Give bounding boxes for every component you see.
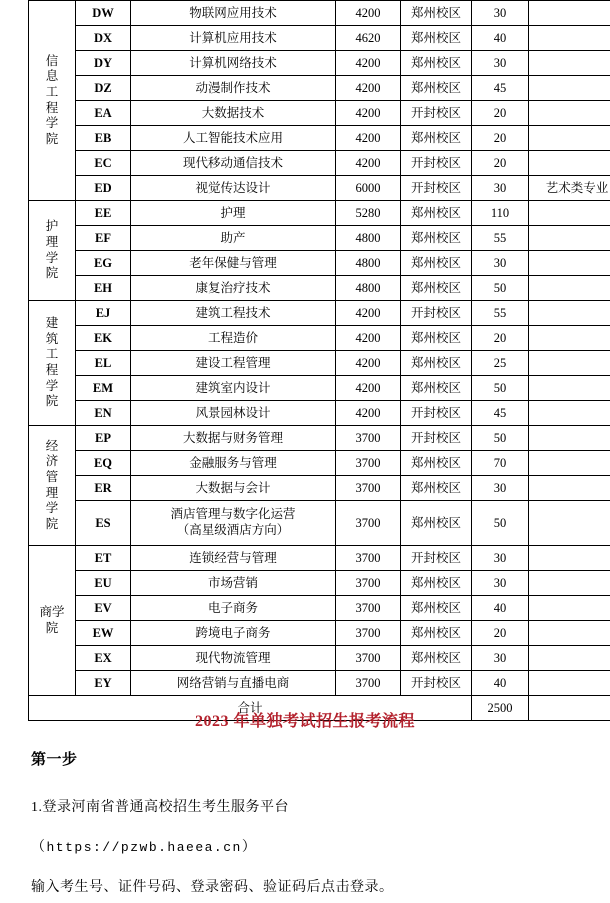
campus: 郑州校区	[401, 476, 472, 501]
note	[529, 401, 610, 426]
note	[529, 201, 610, 226]
campus: 郑州校区	[401, 351, 472, 376]
major-name: 动漫制作技术	[131, 76, 336, 101]
campus: 郑州校区	[401, 76, 472, 101]
college-cell-business	[29, 546, 76, 696]
major-code: EC	[76, 151, 131, 176]
campus: 郑州校区	[401, 276, 472, 301]
note	[529, 426, 610, 451]
plan-count: 70	[472, 451, 529, 476]
major-name: 建筑室内设计	[131, 376, 336, 401]
table-row	[29, 621, 610, 646]
major-code: EN	[76, 401, 131, 426]
table-row	[29, 176, 610, 201]
plan-count: 50	[472, 376, 529, 401]
tuition: 3700	[336, 451, 401, 476]
campus: 郑州校区	[401, 646, 472, 671]
plan-count: 30	[472, 476, 529, 501]
plan-count: 20	[472, 151, 529, 176]
campus: 郑州校区	[401, 501, 472, 546]
tuition: 4200	[336, 351, 401, 376]
major-name: 人工智能技术应用	[131, 126, 336, 151]
college-cell-nursing	[29, 201, 76, 301]
major-code: DZ	[76, 76, 131, 101]
table-row	[29, 451, 610, 476]
tuition: 6000	[336, 176, 401, 201]
plan-count: 30	[472, 646, 529, 671]
note	[529, 546, 610, 571]
campus: 郑州校区	[401, 201, 472, 226]
note	[529, 101, 610, 126]
table-row	[29, 251, 610, 276]
tuition: 3700	[336, 646, 401, 671]
tuition: 4800	[336, 276, 401, 301]
table-row	[29, 326, 610, 351]
table-row	[29, 201, 610, 226]
plan-count: 30	[472, 251, 529, 276]
tuition: 4200	[336, 1, 401, 26]
note	[529, 76, 610, 101]
major-code: EP	[76, 426, 131, 451]
college-name-line: 工程	[45, 347, 59, 377]
note	[529, 276, 610, 301]
campus: 开封校区	[401, 301, 472, 326]
college-name-line: 学院	[45, 116, 59, 146]
note	[529, 646, 610, 671]
tuition: 4200	[336, 126, 401, 151]
table-row	[29, 151, 610, 176]
college-name-line: 管理	[45, 469, 59, 500]
table-body	[29, 1, 610, 721]
tuition: 3700	[336, 546, 401, 571]
table-row	[29, 476, 610, 501]
major-name: 康复治疗技术	[131, 276, 336, 301]
major-name: 建筑工程技术	[131, 301, 336, 326]
campus: 郑州校区	[401, 251, 472, 276]
note	[529, 126, 610, 151]
note	[529, 596, 610, 621]
total-label: 合计	[29, 696, 472, 721]
major-name: 连锁经营与管理	[131, 546, 336, 571]
plan-count: 40	[472, 596, 529, 621]
note	[529, 151, 610, 176]
tuition: 4800	[336, 226, 401, 251]
plan-count: 50	[472, 426, 529, 451]
major-code: EW	[76, 621, 131, 646]
major-code: DY	[76, 51, 131, 76]
college-name-line: 学院	[45, 250, 59, 281]
note	[529, 451, 610, 476]
note	[529, 376, 610, 401]
step-item-2: 输入考生号、证件号码、登录密码、验证码后点击登录。	[31, 880, 394, 895]
major-code: EY	[76, 671, 131, 696]
campus: 郑州校区	[401, 376, 472, 401]
note	[529, 621, 610, 646]
major-code: EF	[76, 226, 131, 251]
college-cell-information-engineering	[29, 1, 76, 201]
college-cell-economics-management	[29, 426, 76, 546]
table-row	[29, 401, 610, 426]
major-name: 工程造价	[131, 326, 336, 351]
major-code: EX	[76, 646, 131, 671]
major-name: 老年保健与管理	[131, 251, 336, 276]
total-plan-count: 2500	[472, 696, 529, 721]
campus: 郑州校区	[401, 621, 472, 646]
major-name: 计算机应用技术	[131, 26, 336, 51]
majors-plan-table	[28, 0, 610, 721]
table-row	[29, 226, 610, 251]
table-row	[29, 101, 610, 126]
college-name-line: 学院	[45, 378, 59, 409]
campus: 郑州校区	[401, 1, 472, 26]
table-row	[29, 126, 610, 151]
major-name: 电子商务	[131, 596, 336, 621]
tuition: 3700	[336, 596, 401, 621]
plan-count: 30	[472, 546, 529, 571]
plan-count: 20	[472, 126, 529, 151]
college-name-line: 建筑	[45, 316, 59, 346]
plan-count: 45	[472, 76, 529, 101]
plan-count: 50	[472, 501, 529, 546]
note	[529, 1, 610, 26]
tuition: 4200	[336, 326, 401, 351]
table-row	[29, 571, 610, 596]
plan-count: 40	[472, 26, 529, 51]
table-row	[29, 501, 610, 546]
campus: 开封校区	[401, 426, 472, 451]
tuition: 3700	[336, 426, 401, 451]
tuition: 4200	[336, 101, 401, 126]
plan-count: 55	[472, 301, 529, 326]
url-close-paren: ）	[241, 840, 258, 855]
major-name	[131, 501, 336, 546]
table-row	[29, 301, 610, 326]
note	[529, 476, 610, 501]
plan-count: 110	[472, 201, 529, 226]
college-name-line: 学院	[45, 501, 59, 531]
major-code: EL	[76, 351, 131, 376]
campus: 郑州校区	[401, 451, 472, 476]
major-name: 视觉传达设计	[131, 176, 336, 201]
table-row	[29, 671, 610, 696]
campus: 开封校区	[401, 176, 472, 201]
major-code: EM	[76, 376, 131, 401]
note	[529, 51, 610, 76]
major-name: 现代物流管理	[131, 646, 336, 671]
plan-count: 30	[472, 1, 529, 26]
plan-count: 30	[472, 571, 529, 596]
tuition: 4200	[336, 76, 401, 101]
note	[529, 571, 610, 596]
campus: 郑州校区	[401, 571, 472, 596]
major-code: DW	[76, 1, 131, 26]
major-name: 计算机网络技术	[131, 51, 336, 76]
plan-count: 25	[472, 351, 529, 376]
table-row	[29, 1, 610, 26]
tuition: 3700	[336, 621, 401, 646]
plan-count: 50	[472, 276, 529, 301]
table-row	[29, 351, 610, 376]
table-row	[29, 26, 610, 51]
plan-count: 30	[472, 176, 529, 201]
tuition: 4200	[336, 151, 401, 176]
note: 艺术类专业	[529, 176, 610, 201]
major-code: EB	[76, 126, 131, 151]
table-row	[29, 646, 610, 671]
major-code: EE	[76, 201, 131, 226]
campus: 郑州校区	[401, 26, 472, 51]
tuition: 4200	[336, 376, 401, 401]
campus: 开封校区	[401, 401, 472, 426]
major-code: DX	[76, 26, 131, 51]
campus: 开封校区	[401, 101, 472, 126]
table-row	[29, 51, 610, 76]
table-row	[29, 376, 610, 401]
major-code: EQ	[76, 451, 131, 476]
major-name-line-1: 酒店管理与数字化运营	[170, 507, 296, 522]
college-cell-architecture-engineering	[29, 301, 76, 426]
note	[529, 671, 610, 696]
major-name: 风景园林设计	[131, 401, 336, 426]
major-name: 物联网应用技术	[131, 1, 336, 26]
campus: 郑州校区	[401, 326, 472, 351]
table-row	[29, 596, 610, 621]
major-name: 网络营销与直播电商	[131, 671, 336, 696]
note	[529, 251, 610, 276]
major-name: 建设工程管理	[131, 351, 336, 376]
step-item-1: 1.登录河南省普通高校招生考生服务平台	[31, 800, 289, 815]
tuition: 4200	[336, 51, 401, 76]
major-code: EV	[76, 596, 131, 621]
note	[529, 501, 610, 546]
tuition: 4620	[336, 26, 401, 51]
tuition: 4200	[336, 401, 401, 426]
campus: 郑州校区	[401, 596, 472, 621]
major-name: 大数据与财务管理	[131, 426, 336, 451]
plan-count: 30	[472, 51, 529, 76]
college-name-line: 护理	[45, 219, 59, 249]
campus: 开封校区	[401, 151, 472, 176]
major-code: EH	[76, 276, 131, 301]
college-name-line: 信息	[45, 53, 59, 84]
note	[529, 26, 610, 51]
plan-count: 20	[472, 101, 529, 126]
major-code: EU	[76, 571, 131, 596]
major-name: 市场营销	[131, 571, 336, 596]
section-title: 2023 年单独考试招生报考流程	[194, 713, 415, 730]
note	[529, 301, 610, 326]
college-name-line: 商学	[39, 604, 65, 619]
step-heading: 第一步	[31, 752, 78, 768]
tuition: 3700	[336, 501, 401, 546]
campus: 郑州校区	[401, 126, 472, 151]
platform-url: https://pzwb.haeea.cn	[46, 840, 242, 855]
major-code: ER	[76, 476, 131, 501]
college-name-line: 院	[45, 620, 59, 635]
campus: 开封校区	[401, 546, 472, 571]
college-name-line: 经济	[45, 438, 59, 469]
major-name: 金融服务与管理	[131, 451, 336, 476]
major-name: 跨境电子商务	[131, 621, 336, 646]
tuition: 4800	[336, 251, 401, 276]
tuition: 4200	[336, 301, 401, 326]
campus: 郑州校区	[401, 51, 472, 76]
plan-count: 20	[472, 621, 529, 646]
major-code: EJ	[76, 301, 131, 326]
major-code: EA	[76, 101, 131, 126]
table-row	[29, 76, 610, 101]
major-code: EK	[76, 326, 131, 351]
campus: 开封校区	[401, 671, 472, 696]
table-row	[29, 426, 610, 451]
major-name: 护理	[131, 201, 336, 226]
table-row	[29, 546, 610, 571]
college-name-line: 工程	[45, 84, 59, 115]
note	[529, 326, 610, 351]
major-code: ET	[76, 546, 131, 571]
tuition: 3700	[336, 571, 401, 596]
campus: 郑州校区	[401, 226, 472, 251]
plan-count: 55	[472, 226, 529, 251]
major-name: 现代移动通信技术	[131, 151, 336, 176]
major-name-line-2: （高星级酒店方向）	[176, 523, 290, 537]
major-name: 大数据技术	[131, 101, 336, 126]
plan-count: 20	[472, 326, 529, 351]
major-code: ES	[76, 501, 131, 546]
tuition: 3700	[336, 476, 401, 501]
note	[529, 351, 610, 376]
major-name: 大数据与会计	[131, 476, 336, 501]
url-open-paren: （	[31, 840, 47, 855]
platform-url-line	[31, 836, 257, 856]
tuition: 3700	[336, 671, 401, 696]
plan-count: 40	[472, 671, 529, 696]
note	[529, 226, 610, 251]
major-code: ED	[76, 176, 131, 201]
major-name: 助产	[131, 226, 336, 251]
plan-count: 45	[472, 401, 529, 426]
major-code: EG	[76, 251, 131, 276]
tuition: 5280	[336, 201, 401, 226]
table-row	[29, 276, 610, 301]
